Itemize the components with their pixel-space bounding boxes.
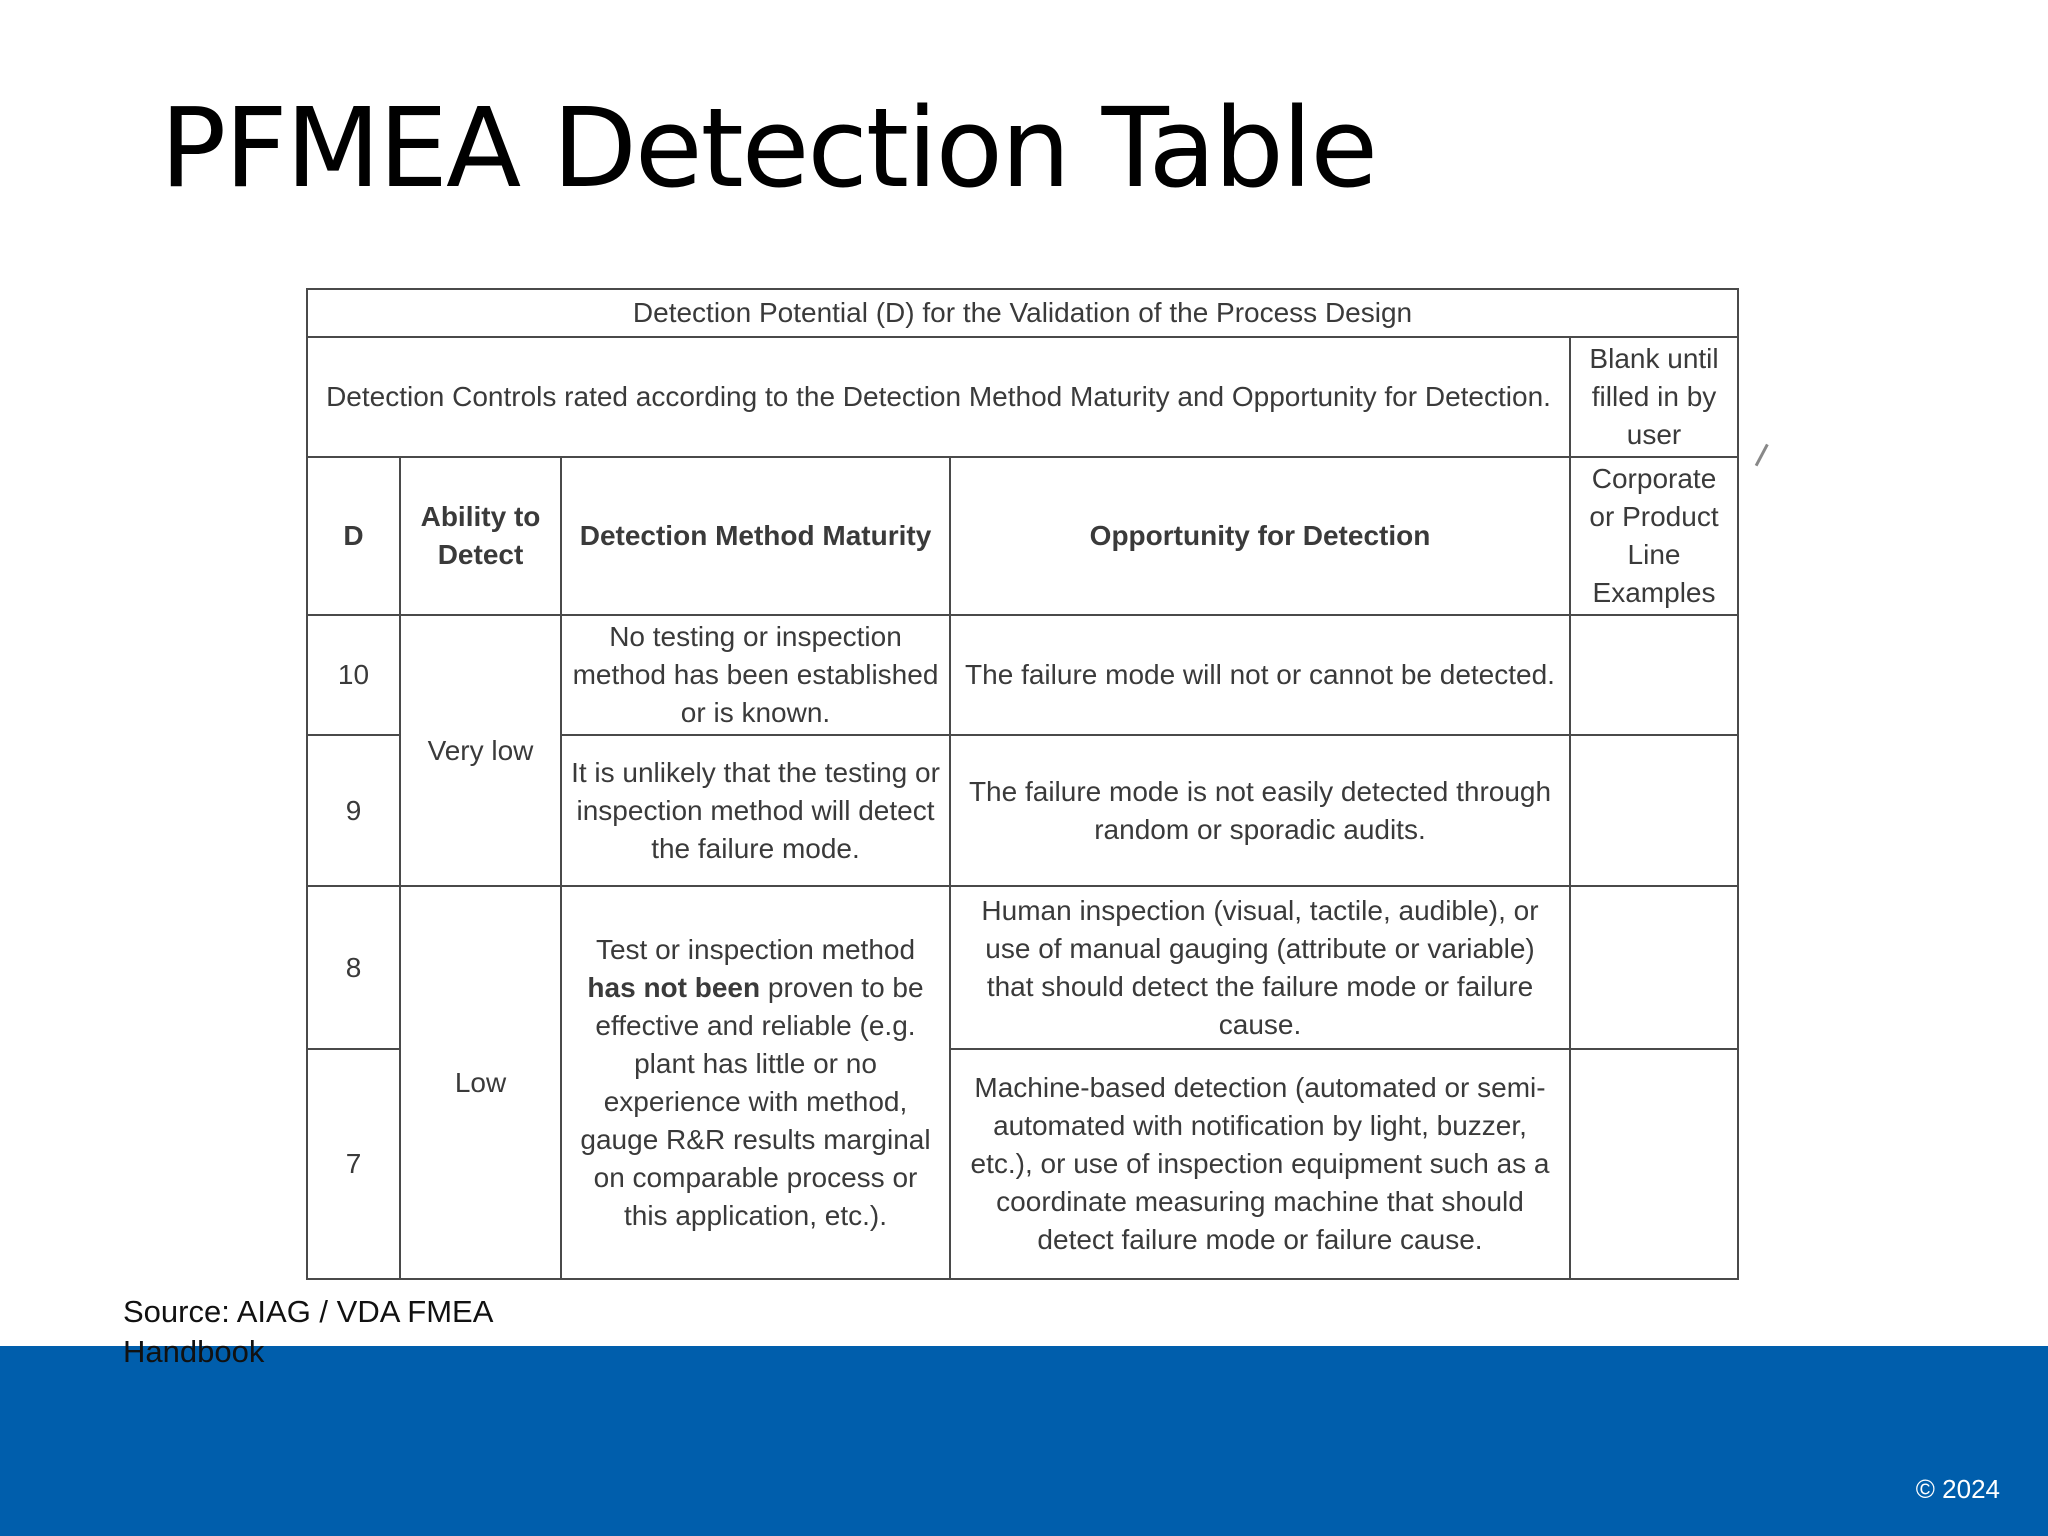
- maturity-text-b: proven to be effective and reliable (e.g. plant has little or no experience with method, gauge R&R results marginal on comparable process or this application, etc.).: [580, 971, 931, 1231]
- opportunity-cell: The failure mode will not or cannot be detected.: [950, 615, 1570, 735]
- header-examples: Corporate or Product Line Examples: [1570, 457, 1738, 615]
- table-row: [307, 615, 1738, 735]
- footer-bar: [0, 1346, 2048, 1536]
- rank-cell: 7: [307, 1049, 400, 1279]
- opportunity-cell: The failure mode is not easily detected through random or sporadic audits.: [950, 735, 1570, 886]
- opportunity-cell: Human inspection (visual, tactile, audible), or use of manual gauging (attribute or variable) that should detect the failure mode or failure cause.: [950, 886, 1570, 1049]
- table-subcaption: Detection Controls rated according to the Detection Method Maturity and Opportunity for Detection.: [307, 337, 1570, 457]
- opportunity-cell: Machine-based detection (automated or semi-automated with notification by light, buzzer, etc.), or use of inspection equipment such as a coordinate measuring machine that should detect failure mode or failure cause.: [950, 1049, 1570, 1279]
- rank-cell: 10: [307, 615, 400, 735]
- maturity-cell: [561, 886, 950, 1279]
- scan-mark-decoration: [1755, 444, 1772, 468]
- maturity-cell: No testing or inspection method has been established or is known.: [561, 615, 950, 735]
- example-cell[interactable]: [1570, 735, 1738, 886]
- header-opportunity: Opportunity for Detection: [950, 457, 1570, 615]
- copyright: © 2024: [1915, 1474, 2000, 1504]
- page-title: PFMEA Detection Table: [160, 84, 1377, 212]
- example-cell[interactable]: [1570, 886, 1738, 1049]
- maturity-text-bold: has not been: [587, 971, 761, 1003]
- ability-cell: Low: [400, 886, 561, 1279]
- header-ability: Ability to Detect: [400, 457, 561, 615]
- detection-table: [306, 288, 1739, 1280]
- rank-cell: 9: [307, 735, 400, 886]
- maturity-cell: It is unlikely that the testing or inspection method will detect the failure mode.: [561, 735, 950, 886]
- table-row: [307, 886, 1738, 1049]
- example-cell[interactable]: [1570, 615, 1738, 735]
- detection-table-container: [306, 288, 1737, 1255]
- header-maturity: Detection Method Maturity: [561, 457, 950, 615]
- example-cell[interactable]: [1570, 1049, 1738, 1279]
- table-caption: Detection Potential (D) for the Validation of the Process Design: [307, 289, 1738, 337]
- header-d: D: [307, 457, 400, 615]
- rank-cell: 8: [307, 886, 400, 1049]
- ability-cell: Very low: [400, 615, 561, 886]
- source-note: Source: AIAG / VDA FMEA Handbook: [123, 1294, 492, 1369]
- maturity-text-a: Test or inspection method: [595, 933, 916, 965]
- blank-note: Blank until filled in by user: [1570, 337, 1738, 457]
